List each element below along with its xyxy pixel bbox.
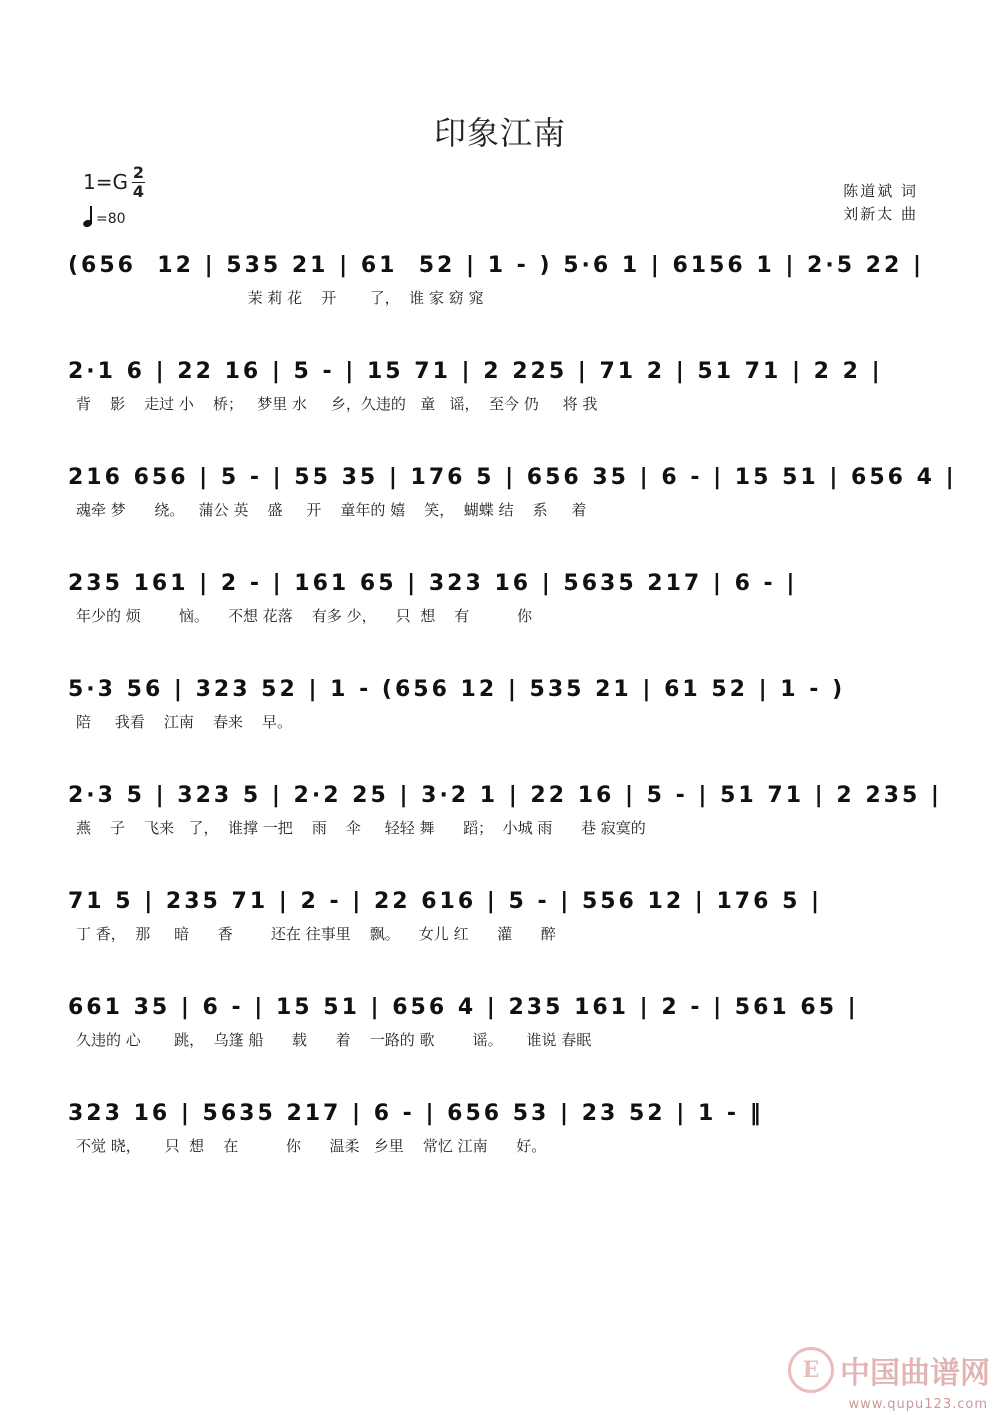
credits [843, 180, 918, 226]
notation-row: 71 5 | 235 71 | 2 - | 22 616 | 5 - | 556 12 | 176 5 | [68, 889, 823, 914]
notation-row: 323 16 | 5635 217 | 6 - | 656 53 | 23 52 | 1 - ‖ [68, 1101, 764, 1126]
lyrics-row: 茉 莉 花 开 了， 谁 家 窈 窕 [76, 289, 484, 307]
lyrics-row: 燕 子 飞来 了， 谁撑 一把 雨 伞 轻轻 舞 蹈； 小城 雨 巷 寂寞的 [76, 819, 646, 837]
score-line-2 [68, 354, 938, 416]
notation-row: 5·3 56 | 323 52 | 1 - (656 12 | 535 21 | 61 52 | 1 - ) [68, 677, 846, 702]
lyrics-row: 年少的 烦 恼。 不想 花落 有多 少， 只 想 有 你 [76, 607, 532, 625]
quarter-note-icon [83, 205, 93, 227]
tempo-marking [83, 205, 126, 227]
site-watermark [788, 1347, 990, 1393]
notation-row: (656 12 | 535 21 | 61 52 | 1 - ) 5·6 1 | 6156 1 | 2·5 22 | [68, 253, 924, 278]
time-signature-bottom: 4 [132, 181, 145, 201]
notation-row: 2·1 6 | 22 16 | 5 - | 15 71 | 2 225 | 71 2 | 51 71 | 2 2 | [68, 359, 883, 384]
lyrics-row: 不觉 晓， 只 想 在 你 温柔 乡里 常忆 江南 好。 [76, 1137, 547, 1155]
score-line-1 [68, 248, 938, 310]
lyrics-row: 魂牵 梦 绕。 蒲公 英 盛 开 童年的 嬉 笑， 蝴蝶 结 系 着 [76, 501, 587, 519]
time-signature-top: 2 [132, 162, 145, 182]
score-line-4 [68, 566, 938, 628]
time-signature [132, 164, 145, 201]
score-line-7 [68, 884, 938, 946]
lyrics-row: 丁 香， 那 暗 香 还在 往事里 飘。 女儿 红 灌 醉 [76, 925, 556, 943]
key-label: 1=G [83, 170, 128, 194]
lyrics-row: 背 影 走过 小 桥； 梦里 水 乡，久违的 童 谣， 至今 仍 将 我 [76, 395, 598, 413]
score-line-9 [68, 1096, 938, 1158]
notation-row: 235 161 | 2 - | 161 65 | 323 16 | 5635 217 | 6 - | [68, 571, 798, 596]
watermark-url: www.qupu123.com [848, 1397, 988, 1412]
watermark-site-name: 中国曲谱网 [840, 1356, 990, 1391]
composer-credit: 刘新太 曲 [843, 205, 918, 223]
watermark-logo-icon: E [788, 1347, 834, 1393]
lyricist-credit: 陈道斌 词 [843, 182, 918, 200]
lyrics-row: 久违的 心 跳， 乌篷 船 载 着 一路的 歌 谣。 谁说 春眠 [76, 1031, 592, 1049]
lyrics-row: 陪 我看 江南 春来 早。 [76, 713, 293, 731]
notation-row: 661 35 | 6 - | 15 51 | 656 4 | 235 161 | 2 - | 561 65 | [68, 995, 859, 1020]
key-signature [83, 160, 145, 204]
score-line-5 [68, 672, 938, 734]
page-title: 印象江南 [433, 114, 566, 152]
score-line-8 [68, 990, 938, 1052]
notation-row: 2·3 5 | 323 5 | 2·2 25 | 3·2 1 | 22 16 | 5 - | 51 71 | 2 235 | [68, 783, 942, 808]
notation-row: 216 656 | 5 - | 55 35 | 176 5 | 656 35 | 6 - | 15 51 | 656 4 | [68, 465, 957, 490]
tempo-value: =80 [96, 211, 126, 227]
score-line-3 [68, 460, 957, 522]
score-line-6 [68, 778, 942, 840]
